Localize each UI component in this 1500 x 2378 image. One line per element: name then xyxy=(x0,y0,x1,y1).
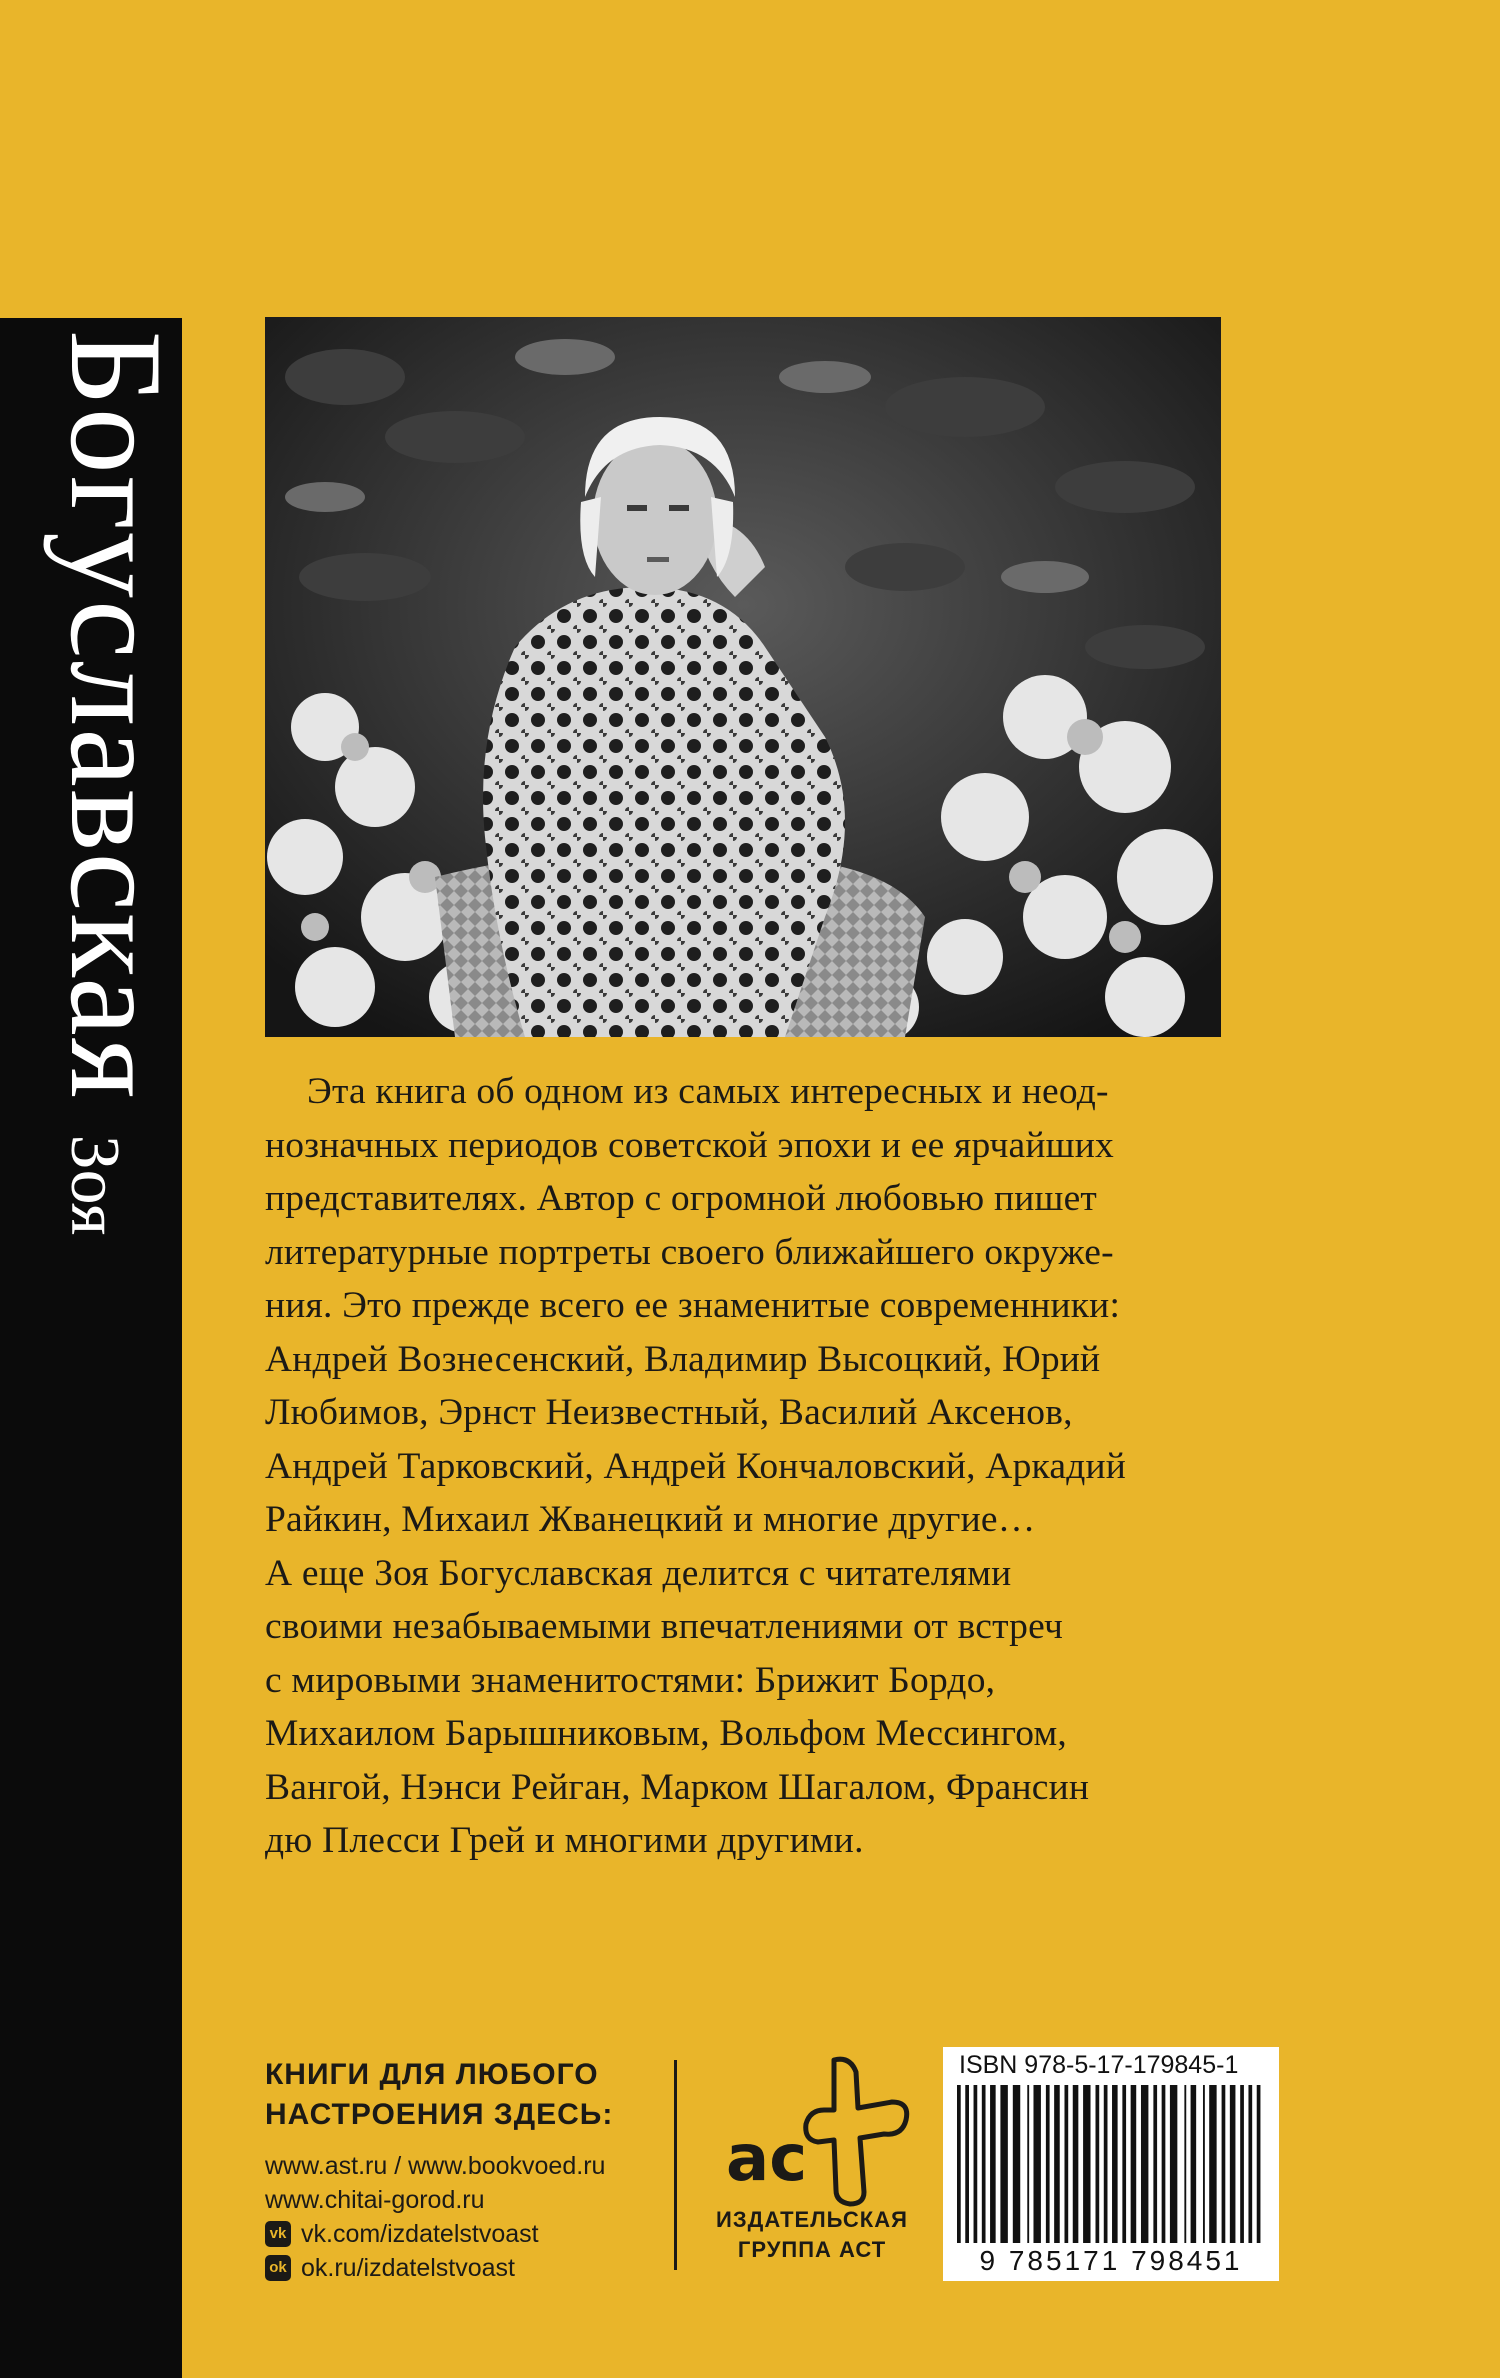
annotation-line: ния. Это прежде всего ее знаменитые современники: xyxy=(265,1285,1121,1326)
barcode-bars xyxy=(957,2085,1265,2243)
barcode-bar xyxy=(1046,2085,1050,2243)
barcode-bar xyxy=(1162,2085,1166,2243)
barcode-bar xyxy=(1203,2085,1205,2243)
ok-link[interactable] xyxy=(265,2251,613,2285)
barcode-bar xyxy=(982,2085,986,2243)
barcode-bar xyxy=(1170,2085,1177,2243)
annotation-line: Андрей Тарковский, Андрей Кончаловский, Аркадий xyxy=(265,1445,1127,1487)
publisher-name-line: ГРУППА АСТ xyxy=(737,2237,887,2262)
barcode-bar xyxy=(1083,2085,1090,2243)
author-first-name: Зоя xyxy=(56,1134,133,1236)
barcode-bar xyxy=(974,2085,978,2243)
spine-author-name xyxy=(43,330,190,1236)
barcode-bar xyxy=(1141,2085,1148,2243)
barcode-bar xyxy=(957,2085,961,2243)
barcode-bar xyxy=(1033,2085,1040,2243)
ok-link-text: ok.ru/izdatelstvoast xyxy=(301,2254,515,2282)
vk-link-text: vk.com/izdatelstvoast xyxy=(301,2220,539,2248)
author-photo xyxy=(265,317,1221,1037)
vk-link[interactable] xyxy=(265,2217,613,2251)
annotation-line: А еще Зоя Богуславская делится с читателями xyxy=(265,1552,1012,1594)
barcode-bar xyxy=(1054,2085,1060,2243)
annotation-line: нозначных периодов советской эпохи и ее ярчайших xyxy=(265,1124,1114,1166)
barcode-bar xyxy=(1112,2085,1118,2243)
barcode-bar xyxy=(1131,2085,1137,2243)
promo-heading-line: КНИГИ ДЛЯ ЛЮБОГО xyxy=(265,2058,599,2091)
barcode-bar xyxy=(1191,2085,1197,2243)
vk-icon: vk xyxy=(265,2221,291,2247)
barcode-bar xyxy=(1257,2085,1261,2243)
barcode-bar xyxy=(1027,2085,1029,2243)
website-link-chitai-gorod[interactable] xyxy=(265,2183,613,2217)
barcode-panel xyxy=(943,2047,1279,2281)
barcode-bar xyxy=(1153,2085,1157,2243)
publisher-logo-icon xyxy=(706,2052,926,2212)
ok-icon: ok xyxy=(265,2255,291,2281)
annotation-line: Любимов, Эрнст Неизвестный, Василий Аксенов, xyxy=(265,1392,1073,1433)
barcode-bar xyxy=(1222,2085,1226,2243)
annotation-line: дю Плесси Грей и многими другими. xyxy=(265,1820,864,1861)
barcode-bar xyxy=(1230,2085,1236,2243)
barcode-bar xyxy=(1096,2085,1100,2243)
annotation-line: с мировыми знаменитостями: Брижит Бордо, xyxy=(265,1659,996,1701)
barcode-bar xyxy=(1104,2085,1108,2243)
barcode-bar xyxy=(1240,2085,1244,2243)
website-link-ast-bookvoed[interactable] xyxy=(265,2149,613,2183)
barcode-bar xyxy=(1064,2085,1068,2243)
annotation-line: литературные портреты своего ближайшего окруже- xyxy=(265,1231,1114,1273)
book-annotation xyxy=(265,1065,1230,1868)
barcode-bar xyxy=(1209,2085,1216,2243)
promo-heading xyxy=(265,2055,613,2135)
annotation-line: Вангой, Нэнси Рейган, Марком Шагалом, Франсин xyxy=(265,1766,1090,1808)
annotation-line: своими незабываемыми впечатлениями от встреч xyxy=(265,1606,1064,1647)
website-link-text: www.chitai-gorod.ru xyxy=(265,2186,485,2214)
author-photo-illustration xyxy=(265,317,1221,1037)
logo-text: ac xyxy=(726,2122,808,2196)
isbn-label: ISBN 978-5-17-179845-1 xyxy=(959,2051,1239,2079)
barcode-bar xyxy=(1073,2085,1079,2243)
barcode-bar xyxy=(1013,2085,1020,2243)
promo-heading-line: НАСТРОЕНИЯ ЗДЕСЬ: xyxy=(265,2098,614,2131)
barcode-bar xyxy=(990,2085,996,2243)
promo-block xyxy=(265,2055,613,2285)
annotation-line: Райкин, Михаил Жванецкий и многие другие… xyxy=(265,1499,1036,1540)
barcode-bar xyxy=(1122,2085,1126,2243)
divider xyxy=(674,2060,677,2270)
barcode-bar xyxy=(1000,2085,1007,2243)
publisher-name xyxy=(706,2205,918,2265)
barcode-bar xyxy=(965,2085,969,2243)
annotation-line: представителях. Автор с огромной любовью пишет xyxy=(265,1178,1098,1219)
barcode-bar xyxy=(1184,2085,1186,2243)
barcode-bar xyxy=(1248,2085,1252,2243)
barcode-digits: 9 785171 798451 xyxy=(979,2245,1243,2276)
annotation-line: Михаилом Барышниковым, Вольфом Мессингом, xyxy=(265,1713,1067,1754)
publisher-name-line: ИЗДАТЕЛЬСКАЯ xyxy=(716,2207,908,2232)
author-surname: Богуславская xyxy=(43,330,190,1101)
website-link-text: www.ast.ru / www.bookvoed.ru xyxy=(265,2152,606,2180)
annotation-line: Эта книга об одном из самых интересных и неод- xyxy=(307,1071,1109,1112)
annotation-line: Андрей Вознесенский, Владимир Высоцкий, Юрий xyxy=(265,1338,1101,1380)
